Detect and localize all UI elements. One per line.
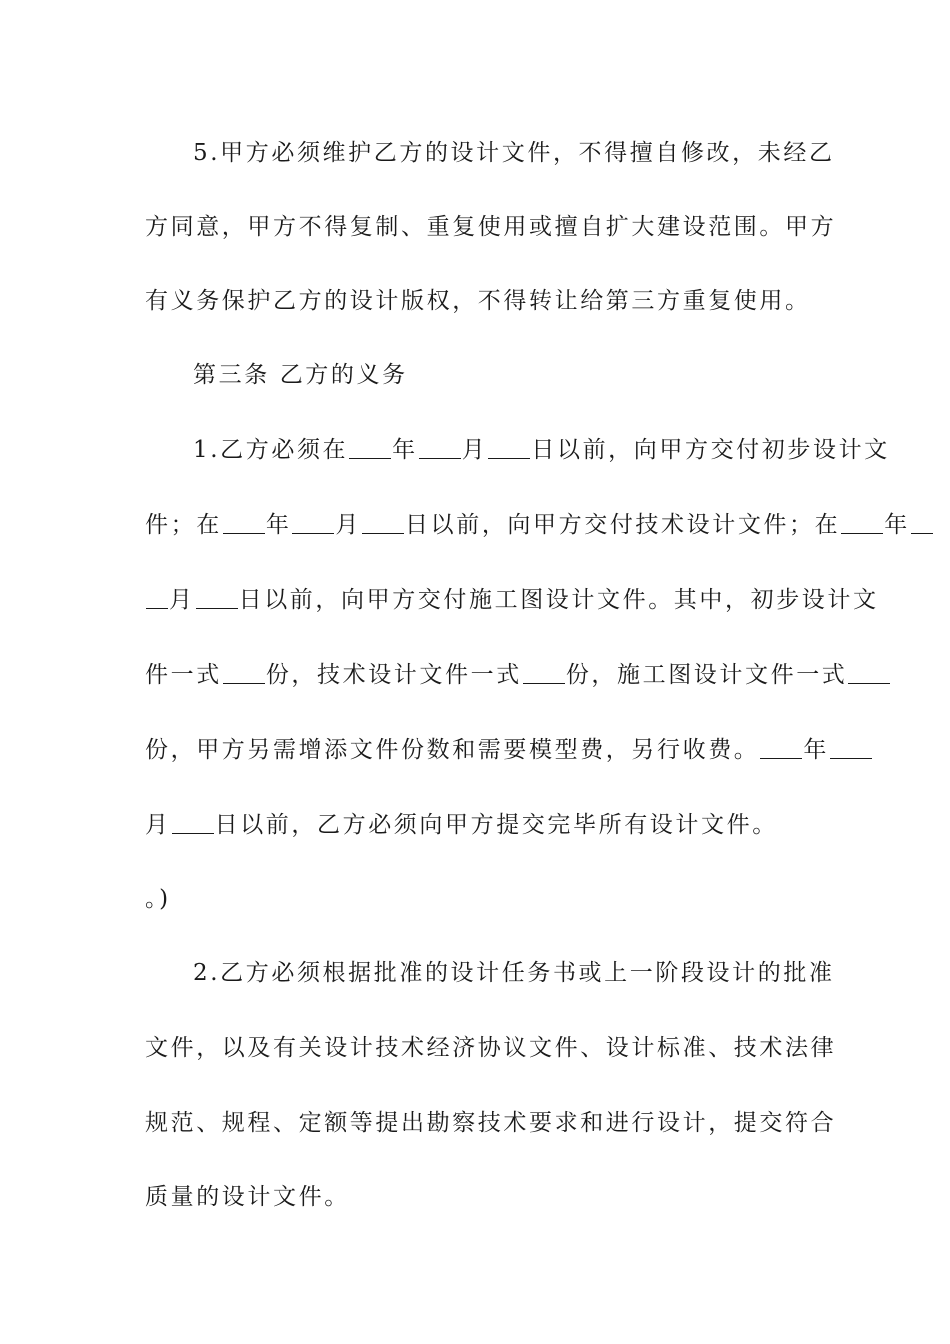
text-segment: 年 — [392, 437, 418, 463]
item-2-line-3: 规范、规程、定额等提出勘察技术要求和进行设计，提交符合 — [145, 1110, 837, 1136]
fill-blank — [223, 661, 265, 684]
text-segment: 日以前，向甲方交付施工图设计文件。其中，初步设计文 — [238, 587, 879, 613]
paragraph-5-line-2: 方同意，甲方不得复制、重复使用或擅自扩大建设范围。甲方 — [145, 214, 837, 240]
item-2-line-1: 2.乙方必须根据批准的设计任务书或上一阶段设计的批准 — [193, 960, 835, 986]
item-1-line-6 — [145, 810, 825, 840]
item-2-line-2: 文件，以及有关设计技术经济协议文件、设计标准、技术法律 — [145, 1035, 837, 1061]
fill-blank — [830, 736, 872, 759]
fill-blank — [760, 736, 802, 759]
fill-blank — [362, 511, 404, 534]
fill-blank — [349, 436, 391, 459]
text-segment: 份，施工图设计文件一式 — [565, 662, 848, 688]
paragraph-5-line-1: 5.甲方必须维护乙方的设计文件，不得擅自修改，未经乙 — [193, 140, 835, 166]
text-segment: 月 — [145, 812, 171, 838]
text-segment: 年 — [803, 737, 830, 763]
fill-blank — [841, 511, 883, 534]
text-segment: 年 — [265, 512, 292, 538]
fill-blank — [848, 661, 890, 684]
paragraph-5-line-3: 有义务保护乙方的设计版权，不得转让给第三方重复使用。 — [145, 288, 811, 314]
item-1-line-4 — [145, 660, 848, 690]
fill-blank — [223, 511, 265, 534]
item-2-line-4: 质量的设计文件。 — [145, 1184, 350, 1210]
fill-blank — [292, 511, 334, 534]
item-1-line-7: 。) — [145, 886, 171, 912]
text-segment: 件；在 — [145, 512, 222, 538]
item-1-line-2 — [145, 510, 910, 540]
text-segment: 月 — [169, 587, 195, 613]
text-segment: 月 — [335, 512, 362, 538]
article-3-heading: 第三条 乙方的义务 — [193, 362, 408, 388]
text-segment: 月 — [461, 437, 488, 463]
fill-blank — [911, 511, 933, 534]
text-segment: 件一式 — [145, 662, 222, 688]
text-segment: 日以前，向甲方交付技术设计文件；在 — [405, 512, 841, 538]
text-segment: 份，甲方另需增添文件份数和需要模型费，另行收费。 — [145, 737, 760, 763]
fill-blank — [196, 586, 238, 609]
text-segment: 1.乙方必须在 — [193, 437, 349, 463]
item-1-line-1 — [193, 435, 890, 465]
fill-blank — [419, 436, 461, 459]
fill-blank — [172, 811, 214, 834]
item-1-line-5 — [145, 735, 830, 765]
text-segment: 日以前，向甲方交付初步设计文 — [531, 437, 890, 463]
fill-blank — [488, 436, 530, 459]
text-segment: 日以前，乙方必须向甲方提交完毕所有设计文件。 — [214, 812, 778, 838]
text-segment: 年 — [884, 512, 910, 538]
fill-blank — [523, 661, 565, 684]
text-segment: 份，技术设计文件一式 — [265, 662, 522, 688]
fill-blank — [146, 586, 168, 609]
item-1-line-3 — [145, 585, 879, 615]
